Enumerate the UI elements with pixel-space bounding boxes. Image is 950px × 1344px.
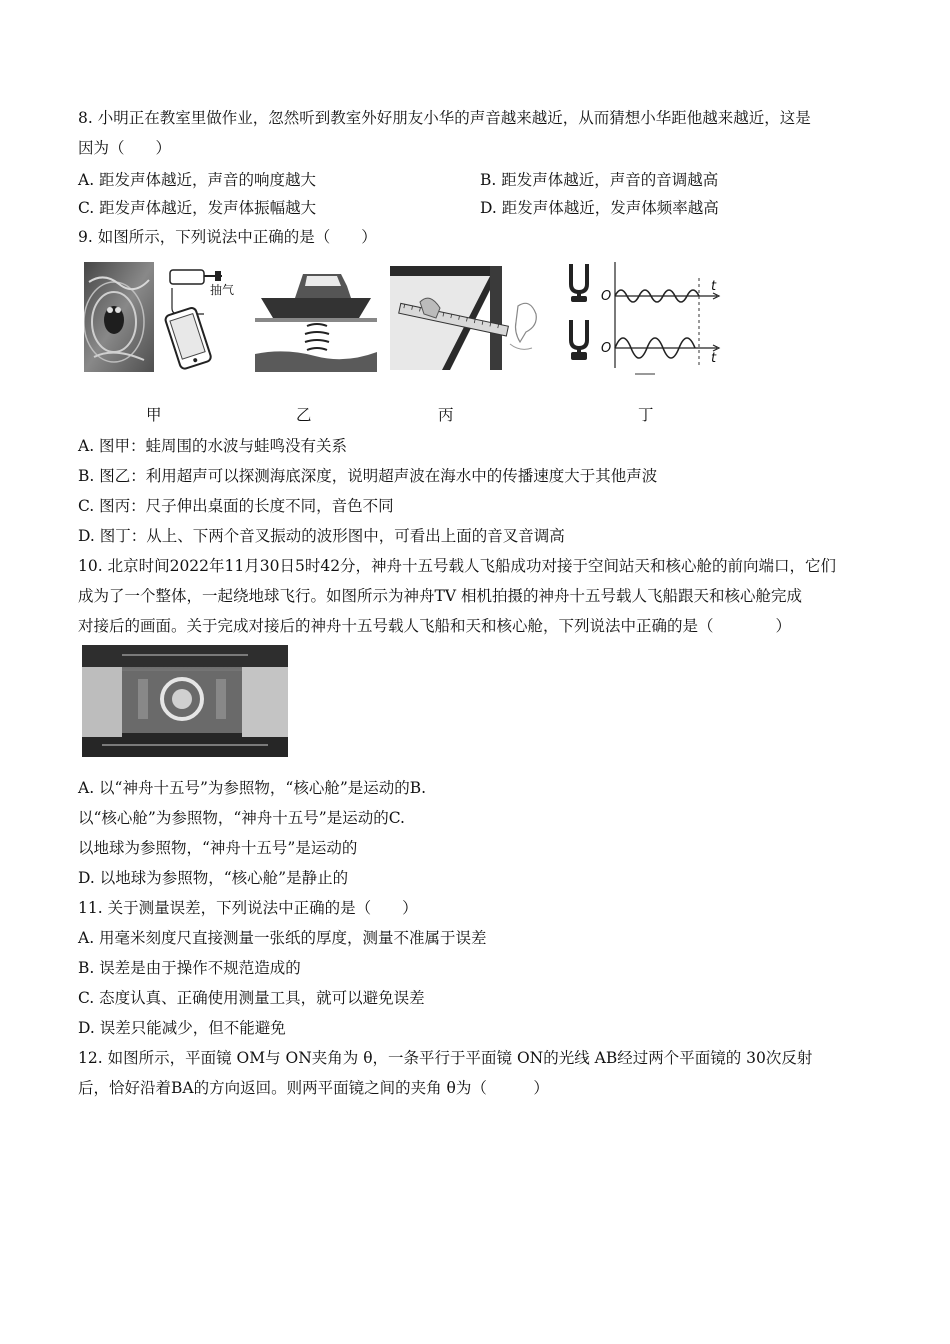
q8-option-b: B. 距发声体越近，声音的音调越高 (480, 171, 719, 189)
q10-option-line1: A. 以“神舟十五号”为参照物，“核心舱”是运动的B. (78, 779, 427, 797)
q11-option-c: C. 态度认真、正确使用测量工具，就可以避免误差 (78, 989, 425, 1007)
q9-option-d: D. 图丁：从上、下两个音叉振动的波形图中，可看出上面的音叉音调高 (78, 527, 565, 545)
top-origin-label: O (601, 289, 612, 304)
q8-stem-line2: 因为（ ） (78, 139, 172, 157)
q12-stem-line2: 后，恰好沿着BA的方向返回。则两平面镜之间的夹角 θ为（ ） (78, 1079, 549, 1097)
q11-option-d: D. 误差只能减少，但不能避免 (78, 1019, 286, 1037)
top-tuning-fork-icon (571, 264, 587, 302)
q8-option-d: D. 距发声体越近，发声体频率越高 (480, 199, 719, 217)
q8-stem-line1: 8. 小明正在教室里做作业，忽然听到教室外好朋友小华的声音越来越近，从而猜想小华距他越来越近，这是 (78, 109, 811, 127)
q10-stem-line2: 成为了一个整体，一起绕地球飞行。如图所示为神舟TV 相机拍摄的神舟十五号载人飞船跟天和核心舱完成 (78, 587, 802, 605)
q10-option-line4: D. 以地球为参照物，“核心舱”是静止的 (78, 869, 349, 887)
tuning-fork-waveforms-figure (565, 258, 725, 378)
q11-option-a: A. 用毫米刻度尺直接测量一张纸的厚度，测量不准属于误差 (78, 929, 487, 947)
top-t-label: t (711, 279, 717, 294)
caption-jia: 甲 (146, 406, 162, 424)
q12-stem-line1: 12. 如图所示，平面镜 OM与 ON夹角为 θ，一条平行于平面镜 ON的光线 AB经过两个平面镜的 30次反射 (78, 1049, 813, 1067)
caption-ding: 丁 (638, 406, 654, 424)
q9-option-b: B. 图乙：利用超声可以探测海底深度，说明超声波在海水中的传播速度大于其他声波 (78, 467, 658, 485)
q11-option-b: B. 误差是由于操作不规范造成的 (78, 959, 301, 977)
frog-photo (84, 262, 154, 372)
bottom-t-label: t (711, 351, 717, 366)
ruler-table-figure (390, 262, 550, 372)
q8-option-a: A. 距发声体越近，声音的响度越大 (78, 171, 317, 189)
q9-option-a: A. 图甲：蛙周围的水波与蛙鸣没有关系 (78, 437, 348, 455)
q9-stem: 9. 如图所示，下列说法中正确的是（ ） (78, 228, 377, 246)
q8-option-c: C. 距发声体越近，发声体振幅越大 (78, 199, 317, 217)
docking-photo (82, 645, 288, 757)
q9-option-c: C. 图丙：尺子伸出桌面的长度不同，音色不同 (78, 497, 394, 515)
q10-option-line2: 以“核心舱”为参照物，“神舟十五号”是运动的C. (78, 809, 405, 827)
q10-stem-line1: 10. 北京时间2022年11月30日5时42分，神舟十五号载人飞船成功对接于空间站天和核心舱的前向端口，它们 (78, 557, 837, 575)
q11-stem: 11. 关于测量误差，下列说法中正确的是（ ） (78, 899, 418, 917)
q10-stem-line3: 对接后的画面。关于完成对接后的神舟十五号载人飞船和天和核心舱，下列说法中正确的是（ ） (78, 617, 792, 635)
bottom-tuning-fork-icon (571, 320, 587, 360)
bottom-origin-label: O (601, 341, 612, 356)
caption-bing: 丙 (438, 406, 454, 424)
caption-yi: 乙 (296, 406, 312, 424)
phone-vacuum-jar-figure (160, 262, 250, 372)
q10-option-line3: 以地球为参照物，“神舟十五号”是运动的 (78, 839, 358, 857)
boat-sonar-figure (255, 262, 377, 372)
pump-label: 抽气 (210, 283, 235, 297)
